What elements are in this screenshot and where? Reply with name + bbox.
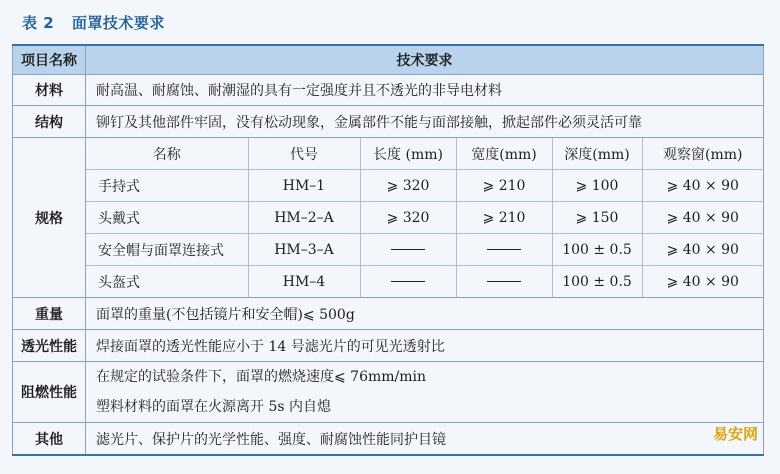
spec-col-name: 名称: [86, 138, 248, 170]
spec-name: 头盔式: [86, 266, 248, 298]
spec-row: [86, 266, 763, 298]
table-row: [13, 138, 764, 298]
dash-mark: [391, 249, 425, 250]
table-title: 面罩技术要求: [71, 14, 165, 32]
spec-width: ⩾ 210: [456, 170, 552, 202]
table-row: [13, 330, 764, 362]
spec-length: ⩾ 320: [360, 202, 456, 234]
spec-depth: 100 ± 0.5: [552, 266, 642, 298]
requirements-table: [12, 44, 764, 456]
spec-length: ⩾ 320: [360, 170, 456, 202]
dash-mark: [487, 249, 521, 250]
spec-length-na: [360, 266, 456, 298]
spec-cell: [86, 138, 764, 298]
spec-col-window: 观察窗(mm): [642, 138, 763, 170]
spec-name: 头戴式: [86, 202, 248, 234]
row-text-transmittance: 焊接面罩的透光性能应小于 14 号滤光片的可见光透射比: [86, 330, 764, 362]
table-number: 表 2: [22, 14, 55, 32]
row-text-flame: [86, 362, 764, 423]
row-text-weight: 面罩的重量(不包括镜片和安全帽)⩽ 500g: [86, 298, 764, 330]
table-caption: [22, 12, 165, 33]
spec-depth: ⩾ 100: [552, 170, 642, 202]
spec-row: [86, 234, 763, 266]
spec-col-width: 宽度(mm): [456, 138, 552, 170]
spec-depth: 100 ± 0.5: [552, 234, 642, 266]
row-label-flame: 阻燃性能: [13, 362, 86, 423]
row-label-weight: 重量: [13, 298, 86, 330]
row-label-spec: 规格: [13, 138, 86, 298]
spec-depth: ⩾ 150: [552, 202, 642, 234]
spec-row: [86, 170, 763, 202]
spec-col-code: 代号: [248, 138, 360, 170]
spec-window: ⩾ 40 × 90: [642, 234, 763, 266]
row-text-material: 耐高温、耐腐蚀、耐潮湿的具有一定强度并且不透光的非导电材料: [86, 75, 764, 106]
row-label-other: 其他: [13, 423, 86, 456]
header-requirement: 技术要求: [86, 45, 764, 75]
spec-col-length: 长度 (mm): [360, 138, 456, 170]
table-row: [13, 298, 764, 330]
spec-header-row: [86, 138, 763, 170]
table-row: [13, 106, 764, 138]
spec-width-na: [456, 234, 552, 266]
spec-code: HM–1: [248, 170, 360, 202]
spec-code: HM–3–A: [248, 234, 360, 266]
spec-col-depth: 深度(mm): [552, 138, 642, 170]
dash-mark: [487, 281, 521, 282]
spec-row: [86, 202, 763, 234]
spec-code: HM–4: [248, 266, 360, 298]
header-item-name: 项目名称: [13, 45, 86, 75]
spec-width-na: [456, 266, 552, 298]
row-label-material: 材料: [13, 75, 86, 106]
spec-subtable: [86, 138, 763, 297]
spec-width: ⩾ 210: [456, 202, 552, 234]
row-label-structure: 结构: [13, 106, 86, 138]
spec-window: ⩾ 40 × 90: [642, 202, 763, 234]
row-text-other: 滤光片、保护片的光学性能、强度、耐腐蚀性能同护目镜: [86, 423, 764, 456]
table-row: [13, 75, 764, 106]
spec-code: HM–2–A: [248, 202, 360, 234]
spec-window: ⩾ 40 × 90: [642, 266, 763, 298]
spec-name: 安全帽与面罩连接式: [86, 234, 248, 266]
spec-name: 手持式: [86, 170, 248, 202]
table-row: [13, 362, 764, 423]
site-watermark: 易安网: [712, 425, 758, 443]
spec-window: ⩾ 40 × 90: [642, 170, 763, 202]
row-label-transmittance: 透光性能: [13, 330, 86, 362]
table-header-row: [13, 45, 764, 75]
dash-mark: [391, 281, 425, 282]
flame-line-2: 塑料材料的面罩在火源离开 5s 内自熄: [96, 399, 331, 415]
spec-length-na: [360, 234, 456, 266]
table-row: [13, 423, 764, 456]
flame-line-1: 在规定的试验条件下，面罩的燃烧速度⩽ 76mm/min: [96, 369, 427, 385]
row-text-structure: 铆钉及其他部件牢固，没有松动现象，金属部件不能与面部接触，掀起部件必须灵活可靠: [86, 106, 764, 138]
